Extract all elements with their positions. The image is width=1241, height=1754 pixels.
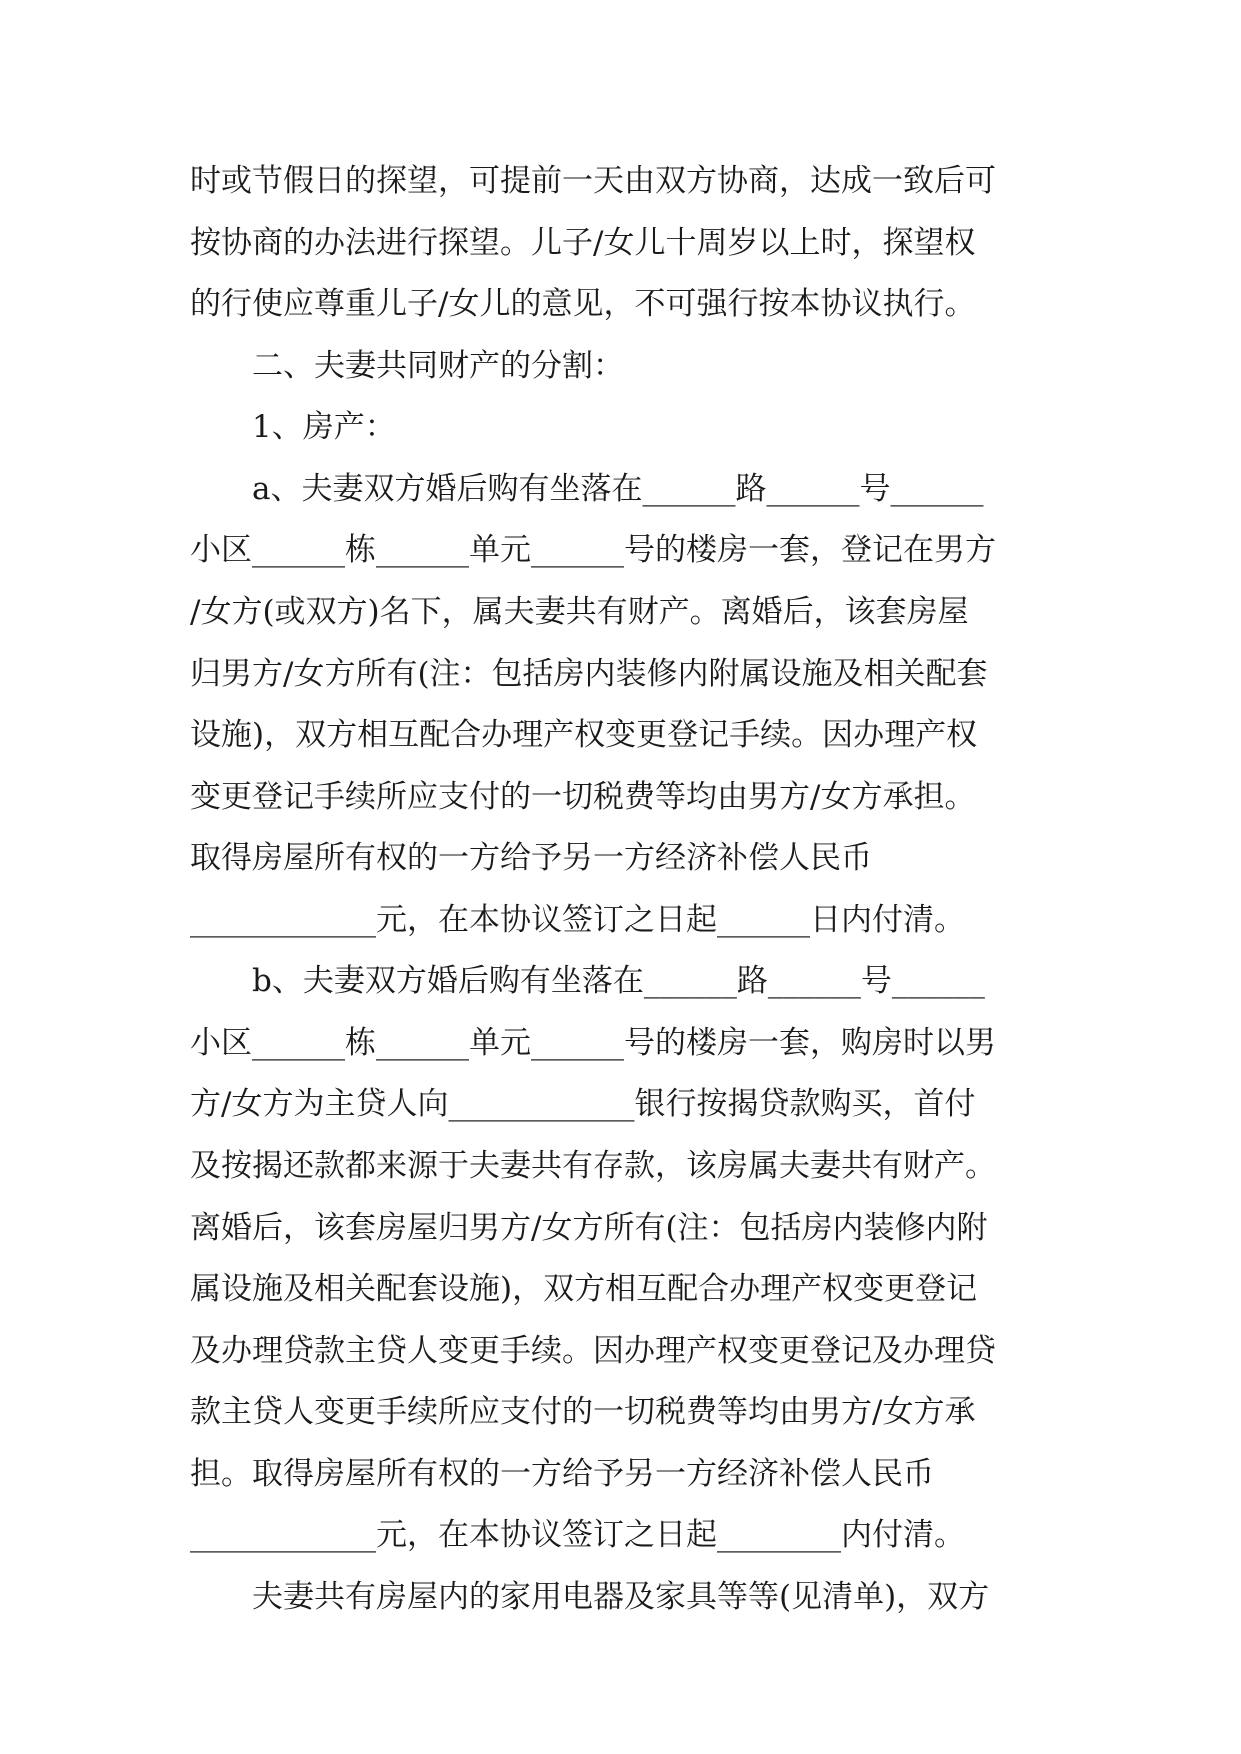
paragraph-line: 按协商的办法进行探望。儿子/女儿十周岁以上时，探望权 (190, 225, 976, 261)
paragraph-line: 小区______栋______单元______号的楼房一套，购房时以男 (190, 1025, 996, 1061)
paragraph-line: 及按揭还款都来源于夫妻共有存款，该房属夫妻共有财产。 (190, 1148, 996, 1184)
paragraph-line: 设施)，双方相互配合办理产权变更登记手续。因办理产权 (190, 717, 978, 753)
paragraph-line: 担。取得房屋所有权的一方给予另一方经济补偿人民币 (190, 1456, 934, 1492)
paragraph-line: 小区______栋______单元______号的楼房一套，登记在男方 (190, 532, 996, 568)
paragraph-line: 离婚后，该套房屋归男方/女方所有(注：包括房内装修内附 (190, 1210, 988, 1246)
paragraph-line: 属设施及相关配套设施)，双方相互配合办理产权变更登记 (190, 1271, 978, 1307)
paragraph-line: 的行使应尊重儿子/女儿的意见，不可强行按本协议执行。 (190, 286, 976, 322)
paragraph-line: ____________元，在本协议签订之日起______日内付清。 (190, 902, 965, 938)
subsection-heading: 1、房产： (252, 409, 396, 445)
paragraph-line: 方/女方为主贷人向____________银行按揭贷款购买，首付 (190, 1086, 976, 1122)
paragraph-line: 款主贷人变更手续所应支付的一切税费等均由男方/女方承 (190, 1394, 976, 1430)
paragraph-line: a、夫妻双方婚后购有坐落在______路______号______ (252, 471, 984, 507)
paragraph-line: /女方(或双方)名下，属夫妻共有财产。离婚后，该套房屋 (190, 594, 969, 630)
paragraph-line: 夫妻共有房屋内的家用电器及家具等等(见清单)，双方 (252, 1579, 990, 1615)
section-heading: 二、夫妻共同财产的分割： (252, 348, 624, 384)
paragraph-line: 归男方/女方所有(注：包括房内装修内附属设施及相关配套 (190, 656, 988, 692)
paragraph-line: 变更登记手续所应支付的一切税费等均由男方/女方承担。 (190, 779, 976, 815)
paragraph-line: 时或节假日的探望，可提前一天由双方协商，达成一致后可 (190, 163, 996, 199)
paragraph-line: 及办理贷款主贷人变更手续。因办理产权变更登记及办理贷 (190, 1333, 996, 1369)
paragraph-line: ____________元，在本协议签订之日起________内付清。 (190, 1517, 965, 1553)
paragraph-line: b、夫妻双方婚后购有坐落在______路______号______ (252, 963, 985, 999)
paragraph-line: 取得房屋所有权的一方给予另一方经济补偿人民币 (190, 840, 872, 876)
